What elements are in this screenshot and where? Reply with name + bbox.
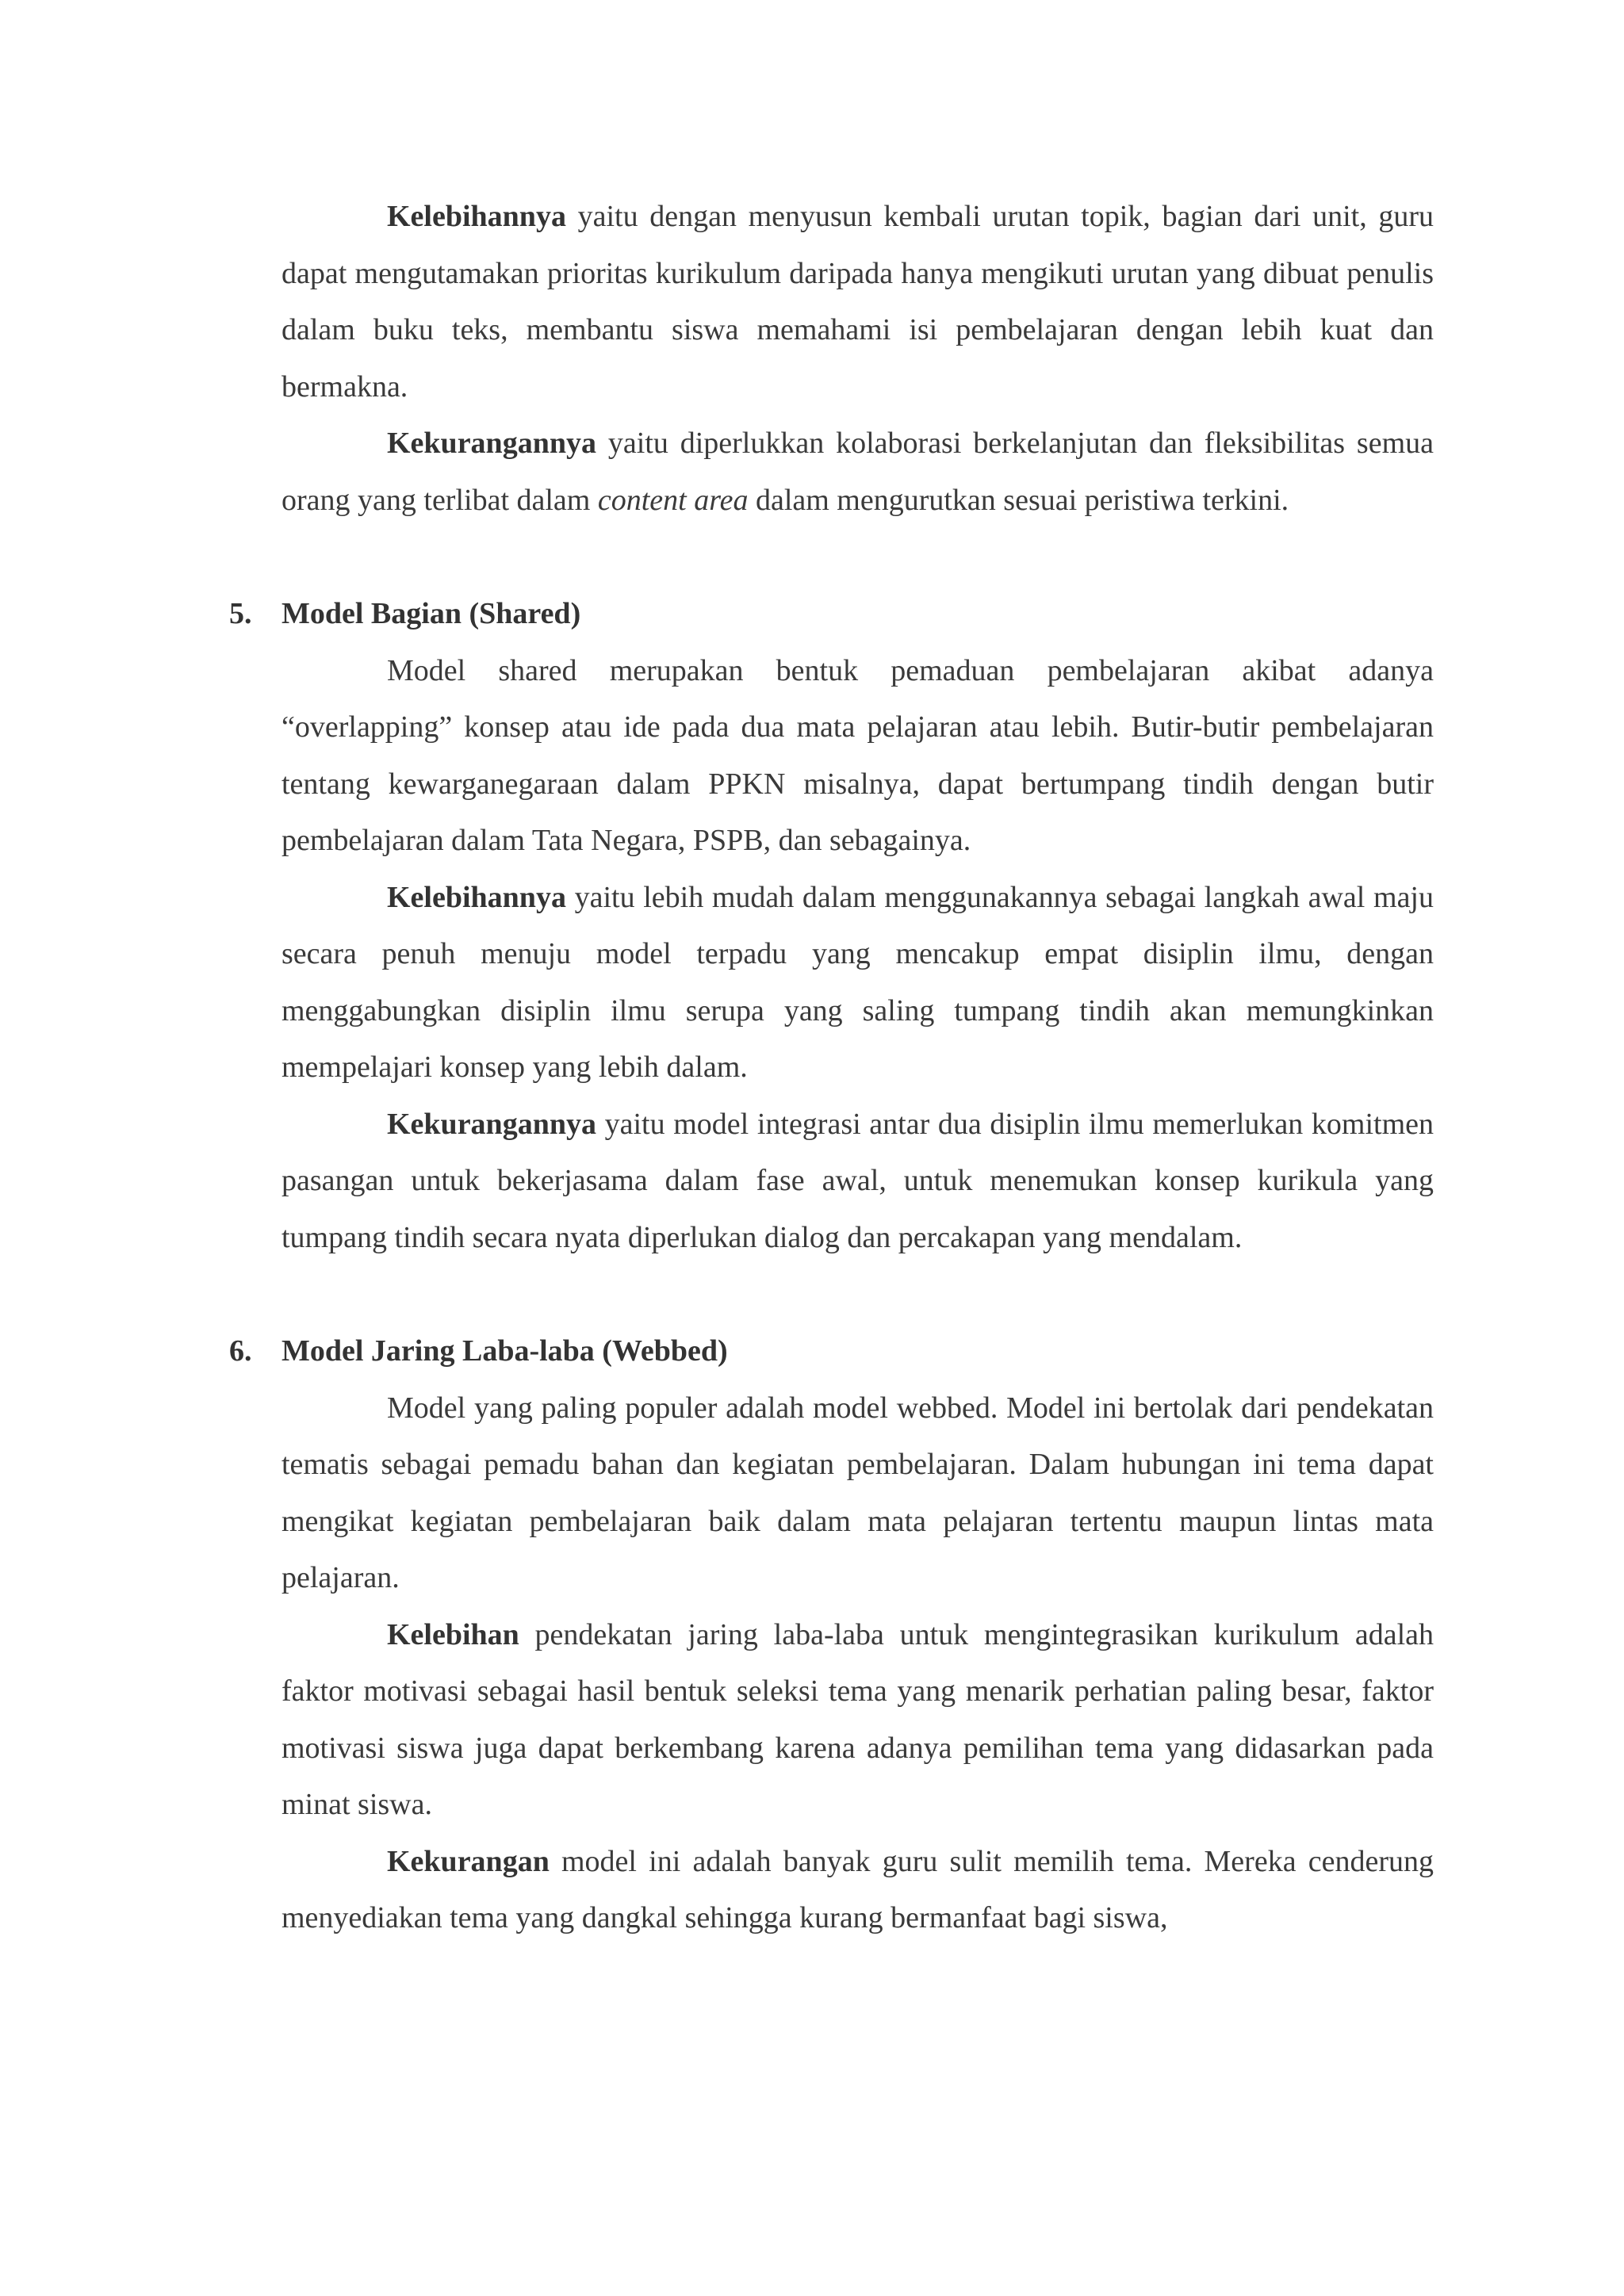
paragraph-text: yaitu diperlukkan kolaborasi berkelanjutan dan fleksibilitas semua orang yang terlibat dalam [282, 427, 1434, 517]
paragraph-text: model ini adalah banyak guru sulit memilih tema. Mereka cenderung menyediakan tema yang dangkal sehingga kurang bermanfaat bagi siswa, [282, 1844, 1434, 1934]
paragraph-advantages [282, 870, 1434, 1096]
section-heading [229, 586, 1434, 643]
section-5 [229, 586, 1434, 1266]
section-number: 5. [229, 597, 252, 630]
paragraph-advantages [282, 1607, 1434, 1834]
bold-lead: Kekurangannya [387, 1107, 596, 1141]
paragraph-disadvantages-intro [282, 415, 1434, 529]
section-title: Model Jaring Laba-laba (Webbed) [282, 1334, 728, 1368]
paragraph-definition: Model shared merupakan bentuk pemaduan pembelajaran akibat adanya “overlapping” konsep atau ide pada dua mata pelajaran atau lebih. Butir-butir pembelajaran tentang kewarganegaraan dalam PPKN misalnya, dapat bertumpang tindih dengan butir pembelajaran dalam Tata Negara, PSPB, dan sebagainya. [282, 653, 1434, 857]
document-page [229, 189, 1434, 1947]
paragraph-definition: Model yang paling populer adalah model webbed. Model ini bertolak dari pendekatan tematis sebagai pemadu bahan dan kegiatan pembelajaran. Dalam hubungan ini tema dapat mengikat kegiatan pembelajaran baik dalam mata pelajaran tertentu maupun lintas mata pelajaran. [282, 1391, 1434, 1594]
paragraph-text: yaitu dengan menyusun kembali urutan topik, bagian dari unit, guru dapat mengutamakan prioritas kurikulum daripada hanya mengikuti urutan yang dibuat penulis dalam buku teks, membantu siswa memahami isi pembelajaran dengan lebih kuat dan bermakna. [282, 200, 1434, 404]
bold-lead: Kelebihannya [387, 880, 566, 914]
paragraph-text: pendekatan jaring laba-laba untuk mengintegrasikan kurikulum adalah faktor motivasi sebagai hasil bentuk seleksi tema yang menarik perhatian paling besar, faktor motivasi siswa juga dapat berkembang karena adanya pemilihan tema yang didasarkan pada minat siswa. [282, 1617, 1434, 1821]
bold-lead: Kekurangan [387, 1844, 550, 1878]
bold-lead: Kekurangannya [387, 427, 596, 460]
section-6 [229, 1323, 1434, 1947]
paragraph-text: yaitu model integrasi antar dua disiplin ilmu memerlukan komitmen pasangan untuk bekerjasama dalam fase awal, untuk menemukan konsep kurikula yang tumpang tindih secara nyata diperlukan dialog dan percakapan yang mendalam. [282, 1107, 1434, 1254]
paragraph-advantages-intro [282, 189, 1434, 415]
section-number: 6. [229, 1334, 252, 1368]
paragraph-disadvantages [282, 1834, 1434, 1947]
paragraph-disadvantages [282, 1096, 1434, 1267]
section-heading [229, 1323, 1434, 1380]
italic-term: content area [597, 483, 749, 517]
paragraph-text: dalam mengurutkan sesuai peristiwa terkini. [748, 483, 1289, 517]
bold-lead: Kelebihannya [387, 200, 566, 233]
bold-lead: Kelebihan [387, 1617, 519, 1651]
section-title: Model Bagian (Shared) [282, 597, 581, 630]
paragraph-text: yaitu lebih mudah dalam menggunakannya sebagai langkah awal maju secara penuh menuju model terpadu yang mencakup empat disiplin ilmu, dengan menggabungkan disiplin ilmu serupa yang saling tumpang tindih akan memungkinkan mempelajari konsep yang lebih dalam. [282, 880, 1434, 1084]
